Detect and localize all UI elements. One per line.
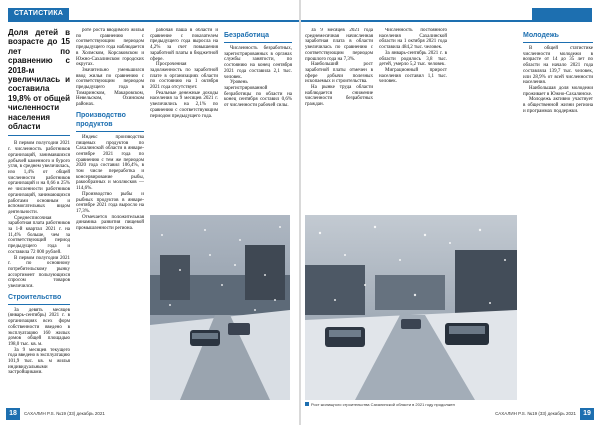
section-rubric: СТАТИСТИКА (8, 8, 69, 20)
right-page (301, 0, 600, 425)
section-heading-youth: Молодежь (523, 31, 593, 43)
rubric-rule (8, 20, 299, 22)
photo-caption (305, 402, 517, 407)
left-column-4 (224, 28, 292, 210)
paragraph: В общей статистике численности молодежи в возрасте от 14 до 35 лет по области на начало 2021 года составляла 139,7 тыс. человек, или 28,9% от всей численности населения. (523, 46, 593, 86)
caption-text: Рост жилищного строительства Сахалинской области в 2021 году продолжен (311, 402, 455, 407)
paragraph: На рынке труда области наблюдается снижение численности безработных граждан. (305, 85, 373, 108)
footer-left: САХАЛИН P.S. №19 (33) декабрь 2021 (24, 411, 105, 416)
paragraph: Индекс производства пищевых продуктов по Сахалинской области в январе-сентябре 2021 года по сравнению с тем же периодом 2020 года составил 106,4%, в том числе переработка и консервирование рыбы, ракообразных и моллюсков — 114,6%. (76, 134, 144, 192)
paragraph: Среднесписочная заработная плата работников за 1-й квартал 2021 г. на 11,4% больше, чем за соответствующий период предыдущего года и составила 72 000 рублей. (8, 215, 70, 255)
paragraph: За 9 месяцев текущего года введено в эксплуатацию 101,9 тыс. кв. м жилья индивидуальными застройщиками. (8, 347, 70, 376)
paragraph: Молодежь активно участвует в общественной жизни региона и программах поддержки. (523, 97, 593, 114)
paragraph: За январь-сентябрь 2021 г. в области родилось 3,8 тыс. детей, умерло 5,2 тыс. человек. (379, 50, 447, 68)
lead-text: Доля детей в возрасте до 15 лет по сравнению с 2018-м увеличилась и составила 19,8% от общей численности населения области (8, 28, 70, 132)
paragraph: роте роста вводимого жилья по сравнению с соответствующим периодом предыдущего года наблюдается в Холмском, Корсаковском и Южно-Сахалинском городских округах. (76, 28, 144, 68)
footer-right: САХАЛИН P.S. №19 (33) декабрь 2021 (495, 411, 576, 416)
paragraph: В первом полугодии 2021 г. численность работников организаций, занимавшихся добычей каменного и бурого угля, в среднем увеличилась, изо 1,4% от общей численности работников организаций и на 0,66 в 25% ее численности работников организаций, занимающихся работами основным и вспомогательных видом деятельности. (8, 141, 70, 215)
paragraph: Наибольшая доля молодежи проживает в Южно-Сахалинске. (523, 85, 593, 97)
section-heading-food: Производство продуктов (76, 111, 144, 132)
lead-rule (8, 135, 70, 136)
paragraph: За 9 месяцев 2021 года среднемесячная начисленная заработная плата в области увеличилась по сравнению с соответствующим периодом прошлого года на 7,3%. (305, 28, 373, 62)
paragraph: Реальные денежные доходы населения за 9 месяцев 2021 г. увеличились на 2,1% по сравнению с соответствующим периодом предыдущего года. (150, 90, 218, 119)
right-column-4 (523, 28, 593, 408)
rubric-bar-right (532, 8, 592, 20)
left-column-1 (8, 28, 70, 408)
left-column-2 (76, 28, 144, 408)
section-heading-construction: Строительство (8, 293, 70, 305)
rubric-rule-right (301, 20, 592, 22)
paragraph: За девять месяцев (январь-сентябрь) 2021 г. в организациях всех форм собственности введено в эксплуатацию 160 жилых домов общей площадью 198,0 тыс. кв. м. (8, 307, 70, 347)
section-heading-unemployment: Безработица (224, 31, 292, 43)
paragraph: Отмечается положительная динамика развития пищевой промышленности региона. (76, 214, 144, 232)
paragraph: Уровень зарегистрированной безработицы по области на конец сентября составил 0,6% от численности рабочей силы. (224, 80, 292, 109)
caption-marker-icon (305, 402, 309, 406)
winter-road-photo (150, 215, 290, 400)
paragraph: Численность безработных, зарегистрированных в органах службы занятости, по состоянию на конец сентября 2021 года составила 2,1 тыс. человек. (224, 46, 292, 80)
page-number-right: 19 (580, 408, 594, 420)
paragraph: Значительно уменьшился ввод жилья по сравнению с соответствующим периодом предыдущего года в Томаринском, Макаровском, Невельском, Охинском районах. (76, 67, 144, 108)
paragraph: Производство рыбы и рыбных продуктов в январе-сентябре 2021 года выросло на 17,3%. (76, 191, 144, 214)
paragraph: Просроченная задолженность по заработной плате в организациях области по состоянию на 1 октября 2021 года отсутствует. (150, 62, 218, 91)
snowy-street-photo (305, 215, 517, 400)
left-column-3 (150, 28, 218, 210)
paragraph: Наибольший рост заработной платы отмечен в сфере добычи полезных ископаемых и строительства. (305, 62, 373, 85)
right-column-2 (379, 28, 447, 210)
paragraph: Миграционный прирост населения составил 1,1 тыс. человек. (379, 67, 447, 85)
left-page (0, 0, 299, 425)
paragraph: рабочая паша в области и сравнение с показателем предыдущего года выросла на 4,2% за счет повышения заработной платы в бюджетной сфере. (150, 28, 218, 62)
paragraph: В первом полугодии 2021 г. по основному потребительскому рынку ассортимент пользующихся спросом товаров увеличился. (8, 255, 70, 290)
page-number-left: 18 (6, 408, 20, 420)
paragraph: Численность постоянного населения Сахалинской области на 1 октября 2021 года составила 484,2 тыс. человек. (379, 28, 447, 51)
right-column-1 (305, 28, 373, 210)
